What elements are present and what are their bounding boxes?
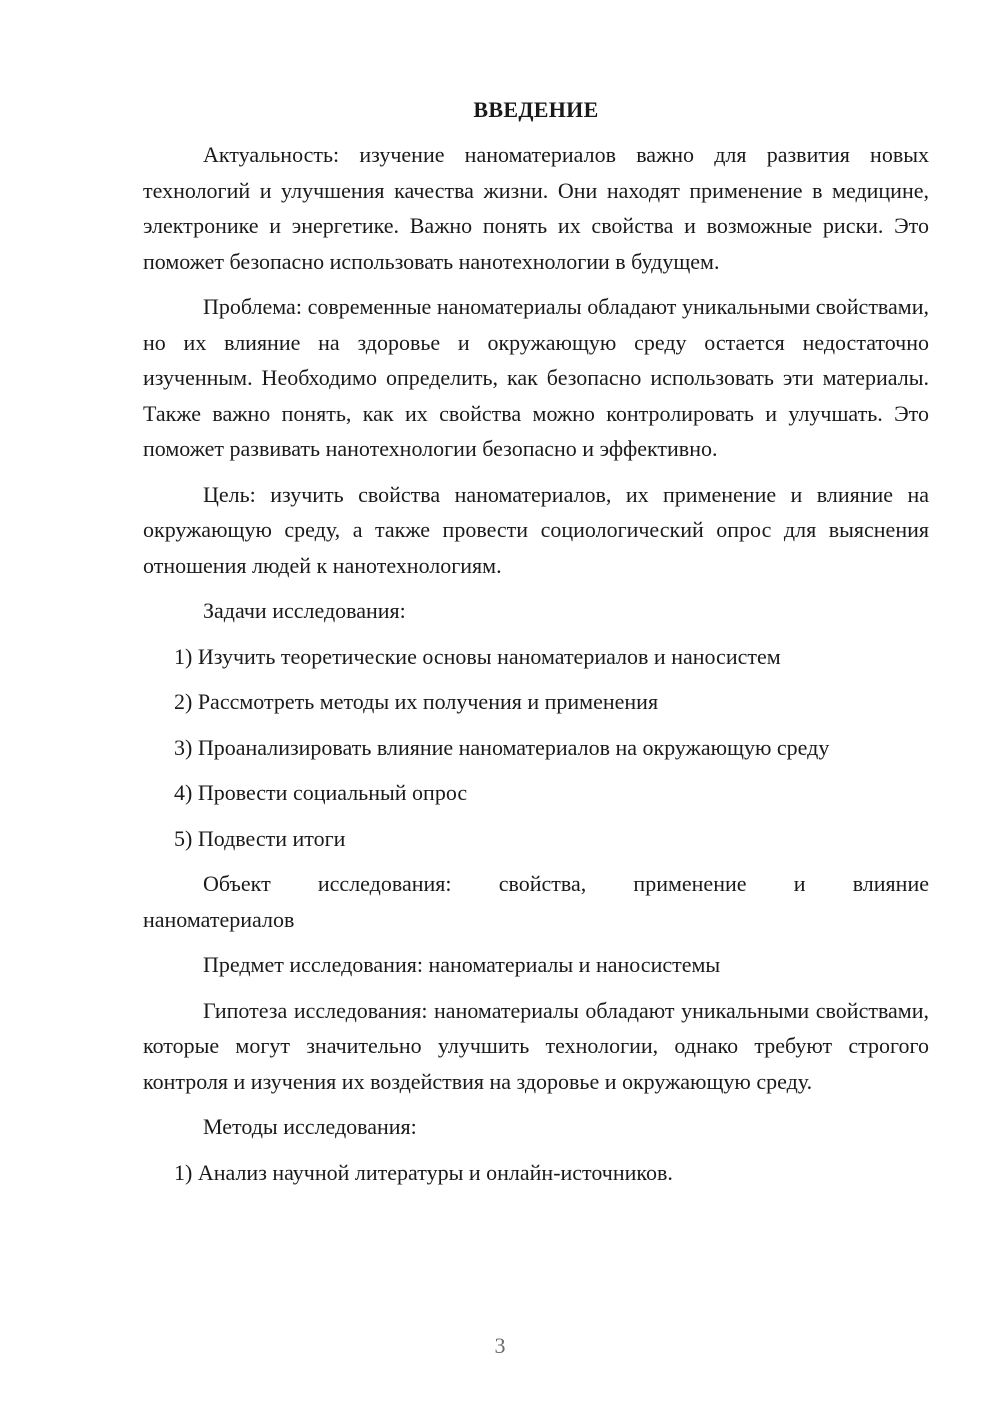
object-paragraph	[143, 866, 929, 937]
task-item: 5) Подвести итоги	[174, 825, 346, 851]
object-word: Объект	[203, 871, 271, 896]
page-title: ВВЕДЕНИЕ	[473, 97, 599, 122]
task-item: 2) Рассмотреть методы их получения и применения	[174, 689, 659, 714]
tasks-list	[143, 639, 929, 857]
methods-list	[143, 1155, 929, 1191]
object-word: и	[793, 871, 806, 896]
task-item: 1) Изучить теоретические основы наноматериалов и наносистем	[174, 643, 781, 669]
document-page	[143, 95, 929, 1200]
task-item: 4) Провести социальный опрос	[174, 780, 468, 805]
object-word: применение	[633, 871, 747, 896]
method-item: 1) Анализ научной литературы и онлайн-источников.	[174, 1159, 673, 1185]
methods-heading: Методы исследования:	[203, 1114, 417, 1139]
object-first-line	[143, 866, 929, 902]
goal-paragraph: Цель: изучить свойства наноматериалов, их применение и влияние на окружающую среду, а также провести социологический опрос для выяснения отношения людей к нанотехнологиям.	[143, 481, 929, 578]
problem-paragraph: Проблема: современные наноматериалы обладают уникальными свойствами, но их влияние на здоровье и окружающую среду остается недостаточно изученным. Необходимо определить, как безопасно использовать эти материалы. Также важно понять, как их свойства можно контролировать и улучшать. Это поможет развивать нанотехнологии безопасно и эффективно.	[143, 294, 929, 461]
tasks-heading: Задачи исследования:	[203, 598, 406, 623]
object-second-line: наноматериалов	[143, 906, 295, 932]
object-word: свойства,	[498, 871, 587, 896]
object-word: исследования:	[317, 871, 452, 896]
hypothesis-paragraph: Гипотеза исследования: наноматериалы обладают уникальными свойствами, которые могут значительно улучшить технологии, однако требуют строгого контроля и изучения их воздействия на здоровье и окружающую среду.	[143, 997, 929, 1094]
relevance-paragraph: Актуальность: изучение наноматериалов важно для развития новых технологий и улучшения качества жизни. Они находят применение в медицине, электронике и энергетике. Важно понять их свойства и возможные риски. Это поможет безопасно использовать нанотехнологии в будущем.	[143, 142, 929, 274]
subject-paragraph: Предмет исследования: наноматериалы и наносистемы	[203, 952, 721, 977]
task-item: 3) Проанализировать влияние наноматериалов на окружающую среду	[174, 734, 830, 760]
page-number: 3	[494, 1333, 506, 1358]
object-word: влияние	[852, 871, 929, 896]
